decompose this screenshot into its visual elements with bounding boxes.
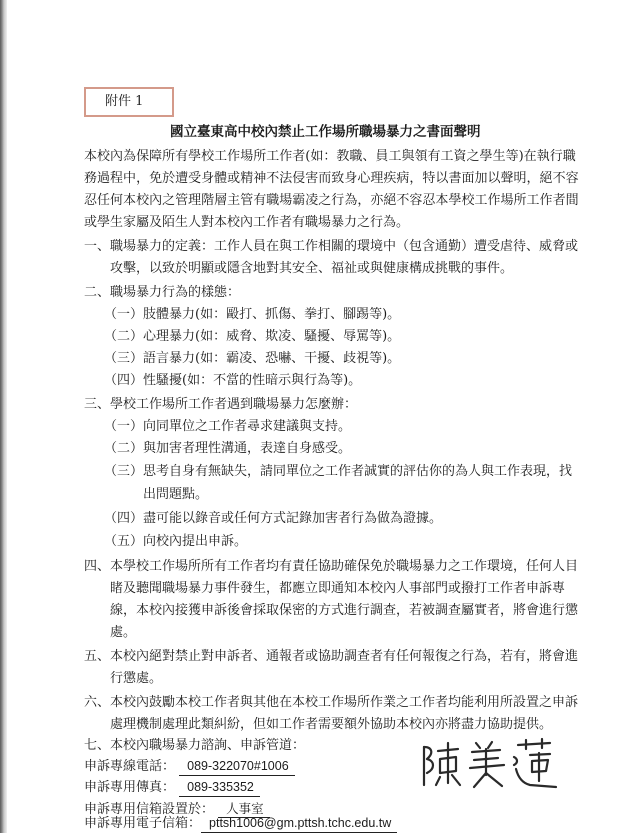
section-2-item: （三）語言暴力(如：霸凌、恐嚇、干擾、歧視等)。 — [104, 351, 401, 366]
section-3-item: （二）與加害者理性溝通，表達自身感受。 — [104, 441, 352, 456]
section-3-item: （三）思考自身有無缺失，請同單位之工作者誠實的評估你的為人與工作表現，找 — [104, 464, 573, 479]
attachment-label: 附件 1 — [84, 87, 174, 117]
contact-email — [84, 815, 397, 833]
section-1-line: 一、職場暴力的定義：工作人員在與工作相關的環境中（包含通勤）遭受虐待、威脅或 — [84, 239, 579, 254]
section-4-line: 線，本校內接獲申訴後會採取保密的方式進行調查，若被調查屬實者，將會進行懲 — [110, 603, 579, 618]
scan-edge-shadow — [0, 0, 7, 833]
contact-email-label: 申訴專用電子信箱： — [84, 816, 202, 831]
contact-mailbox-value: 人事室 — [218, 800, 270, 818]
contact-fax-label: 申訴專用傳真： — [84, 780, 176, 795]
section-4-line: 睹及聽聞職場暴力事件發生，都應立即通知本校內人事部門或撥打工作者申訴專 — [110, 581, 566, 596]
section-3-heading: 三、學校工作場所工作者遇到職場暴力怎麼辦： — [84, 397, 358, 412]
section-6-line: 處理機制處理此類糾紛，但如工作者需要額外協助本校內亦將盡力協助提供。 — [110, 717, 553, 732]
section-4-line: 四、本學校工作場所所有工作者均有責任協助確保免於職場暴力之工作環境，任何人目 — [84, 559, 579, 574]
intro-line: 本 校 內 為 保 障 所 有 學 校 工 作 場 所 工 作 者 ( 如 ： 教 職 、 員 工 與 領 有 工 資 之 學 生 等 ) 在 執 行 職 — [84, 149, 576, 164]
section-5-line: 行懲處。 — [110, 671, 163, 686]
section-2-item: （二）心理暴力(如：威脅、欺凌、騷擾、辱罵等)。 — [104, 329, 401, 344]
section-1-line: 攻擊，以致於明顯或隱含地對其安全、福祉或與健康構成挑戰的事件。 — [110, 261, 514, 276]
section-3-item: （一）向同單位之工作者尋求建議與支持。 — [104, 419, 352, 434]
section-4-line: 處。 — [110, 625, 137, 640]
section-5-line: 五、本校內絕對禁止對申訴者、通報者或協助調查者有任何報復之行為，若有，將會進 — [84, 649, 579, 664]
section-2-item: （四）性騷擾(如：不當的性暗示與行為等)。 — [104, 373, 362, 388]
contact-fax-value: 089-335352 — [179, 779, 260, 797]
intro-line: 務 過 程 中 ， 免 於 遭 受 身 體 或 精 神 不 法 侵 害 而 致 身 心 理 疾 病 ， 特 以 書 面 加 以 聲 明 ， 絕 不 容 — [84, 171, 579, 186]
section-6-line: 六、本校內鼓勵本校工作者與其他在本校工作場所作業之工作者均能利用所設置之申訴 — [84, 695, 579, 710]
handwritten-signature — [418, 735, 558, 795]
intro-line: 忍 任 何 本 校 內 之 管 理 階 層 主 管 有 職 場 霸 凌 之 行 為 ， 亦 絕 不 容 忍 本 學 校 工 作 場 所 工 作 者 間 — [84, 193, 579, 208]
section-2-item: （一）肢體暴力(如：毆打、抓傷、拳打、腳踢等)。 — [104, 307, 401, 322]
intro-line: 或學生家屬及陌生人對本校內工作者有職場暴力之行為。 — [84, 215, 410, 230]
contact-fax — [84, 779, 260, 797]
section-3-item-continued: 出問題點。 — [143, 487, 209, 502]
contact-phone — [84, 758, 295, 776]
section-3-item: （五）向校內提出申訴。 — [104, 534, 248, 549]
contact-phone-value: 089-322070#1006 — [179, 758, 295, 776]
contact-email-value: pttsh1006@gm.pttsh.tchc.edu.tw — [201, 815, 397, 833]
document-title: 國立臺東高中校內禁止工作場所職場暴力之書面聲明 — [170, 124, 481, 140]
contact-phone-label: 申訴專線電話： — [84, 759, 176, 774]
section-3-item: （四）盡可能以錄音或任何方式記錄加害者行為做為證據。 — [104, 511, 443, 526]
contact-mailbox-label: 申訴專用信箱設置於： — [84, 802, 215, 817]
section-2-heading: 二、職場暴力行為的樣態： — [84, 285, 241, 300]
section-7-heading: 七、本校內職場暴力諮詢、申訴管道： — [84, 738, 306, 753]
